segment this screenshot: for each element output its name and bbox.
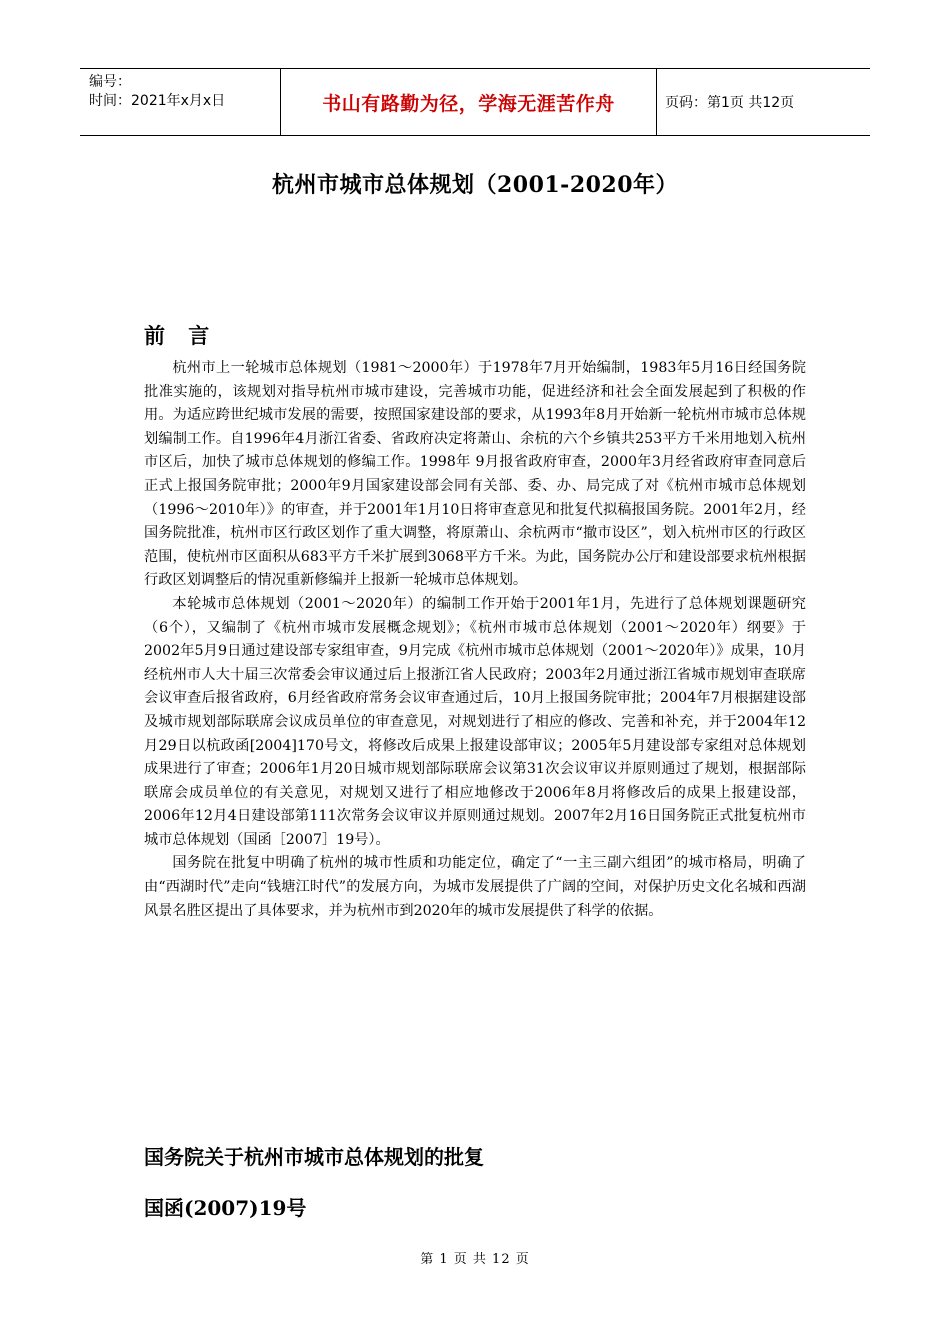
number-label: 编号：	[89, 74, 131, 90]
time-label: 时间：2021年x月x日	[89, 93, 226, 109]
header-meta	[80, 69, 281, 135]
preface-paragraph-2: 本轮城市总体规划（2001～2020年）的编制工作开始于2001年1月，先进行了总体规划课题研究（6个），又编制了《杭州市城市发展概念规划》；《杭州市城市总体规划（2001～2020年）纲要》于2002年5月9日通过建设部专家组审查，9月完成《杭州市城市总体规划（2001～2020年）》成果，10月经杭州市人大十届三次常委会审议通过后上报浙江省人民政府；2003年2月通过浙江省城市规划审查联席会议审查后报省政府，6月经省政府常务会议审查通过后，10月上报国务院审批；2004年7月根据建设部及城市规划部际联席会议成员单位的审查意见，对规划进行了相应的修改、完善和补充，并于2004年12月29日以杭政函[2004]170号文，将修改后成果上报建设部审议；2005年5月建设部专家组对总体规划成果进行了审查；2006年1月20日城市规划部际联席会议第31次会议审议并原则通过了规划，根据部际联席会成员单位的有关意见，对规划又进行了相应地修改于2006年8月将修改后的成果上报建设部，2006年12月4日建设部第111次常务会议审议并原则通过规划。2007年2月16日国务院正式批复杭州市城市总体规划（国函［2007］19号）。	[144, 595, 806, 848]
page-header	[80, 68, 870, 136]
approval-heading: 国务院关于杭州市城市总体规划的批复	[144, 1145, 484, 1169]
page-footer: 第 1 页 共 12 页	[420, 1252, 530, 1267]
preface-paragraph-3: 国务院在批复中明确了杭州的城市性质和功能定位，确定了“一主三副六组团”的城市格局，明确了由“西湖时代”走向“钱塘江时代”的发展方向，为城市发展提供了广阔的空间，对保护历史文化名城和西湖风景名胜区提出了具体要求，并为杭州市到2020年的城市发展提供了科学的依据。	[144, 855, 806, 919]
document-title: 杭州市城市总体规划（2001-2020年）	[271, 172, 679, 198]
preface-body	[144, 357, 806, 923]
approval-doc-number: 国函(2007)19号	[144, 1196, 307, 1220]
header-motto: 书山有路勤为径，学海无涯苦作舟	[281, 69, 657, 135]
preface-heading: 前 言	[144, 323, 218, 348]
preface-paragraph-1: 杭州市上一轮城市总体规划（1981～2000年）于1978年7月开始编制，1983年5月16日经国务院批准实施的，该规划对指导杭州市城市建设，完善城市功能，促进经济和社会全面发展起到了积极的作用。为适应跨世纪城市发展的需要，按照国家建设部的要求，从1993年8月开始新一轮杭州市城市总体规划编制工作。自1996年4月浙江省委、省政府决定将萧山、余杭的六个乡镇共253平方千米用地划入杭州市区后，加快了城市总体规划的修编工作。1998年 9月报省政府审查，2000年3月经省政府审查同意后正式上报国务院审批；2000年9月国家建设部会同有关部、委、办、局完成了对《杭州市城市总体规划（1996～2010年）》的审查，并于2001年1月10日将审查意见和批复代拟稿报国务院。2001年2月，经国务院批准，杭州市区行政区划作了重大调整，将原萧山、余杭两市“撤市设区”，划入杭州市区的行政区范围，使杭州市区面积从683平方千米扩展到3068平方千米。为此，国务院办公厅和建设部要求杭州根据行政区划调整后的情况重新修编并上报新一轮城市总体规划。	[144, 360, 806, 589]
header-page-info: 页码：第1页 共12页	[665, 95, 795, 111]
